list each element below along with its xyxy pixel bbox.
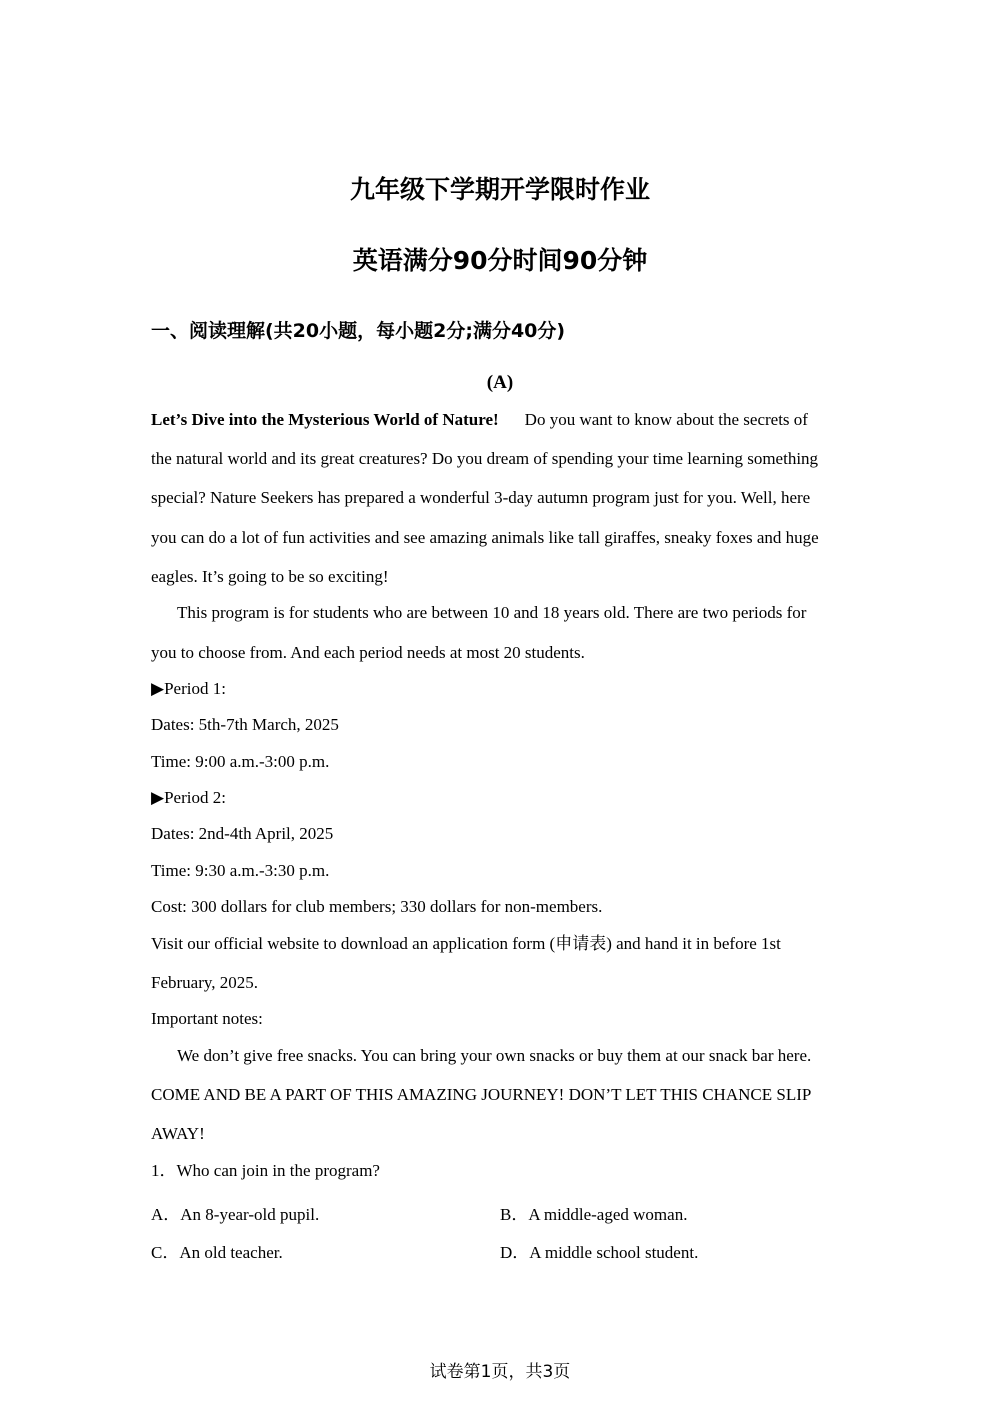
option-c: C．An old teacher. xyxy=(151,1243,283,1262)
period-1-time: Time: 9:00 a.m.-3:00 p.m. xyxy=(151,752,330,771)
passage-headline: Let’s Dive into the Mysterious World of Nature! xyxy=(151,410,499,429)
visit-line xyxy=(151,934,851,954)
closing-line: AWAY! xyxy=(151,1124,205,1143)
paragraph-text: Do you want to know about the secrets of xyxy=(524,410,808,429)
visit-text: Visit our official website to download an application form ( xyxy=(151,934,556,953)
closing-line: COME AND BE A PART OF THIS AMAZING JOURNEY! DON’T LET THIS CHANCE SLIP xyxy=(151,1085,812,1104)
period-2-label: ▶Period 2: xyxy=(151,788,226,807)
option-a: A．An 8-year-old pupil. xyxy=(151,1205,320,1224)
paragraph-line: special? Nature Seekers has prepared a wonderful 3-day autumn program just for you. Well, here xyxy=(151,488,811,507)
page-title: 九年级下学期开学限时作业 xyxy=(349,175,650,204)
visit-text: ) and hand it in before 1st xyxy=(606,934,781,953)
section-heading: 一、阅读理解(共20小题，每小题2分;满分40分) xyxy=(151,320,566,342)
question-stem: 1．Who can join in the program? xyxy=(151,1161,380,1180)
notes-text: We don’t give free snacks. You can bring your own snacks or buy them at our snack bar here. xyxy=(177,1046,812,1065)
paragraph-line: the natural world and its great creatures? Do you dream of spending your time learning something xyxy=(151,449,819,468)
period-2-time: Time: 9:30 a.m.-3:30 p.m. xyxy=(151,861,330,880)
cost-line: Cost: 300 dollars for club members; 330 dollars for non-members. xyxy=(151,897,603,916)
passage-label: (A) xyxy=(486,372,514,393)
paragraph-line: eagles. It’s going to be so exciting! xyxy=(151,567,389,586)
visit-line-2: February, 2025. xyxy=(151,973,259,992)
page-subtitle: 英语满分90分时间90分钟 xyxy=(352,246,648,275)
option-b: B．A middle-aged woman. xyxy=(500,1205,688,1224)
paragraph-line: This program is for students who are between 10 and 18 years old. There are two periods for xyxy=(177,603,807,622)
passage-first-line xyxy=(151,410,851,430)
paragraph-line: you to choose from. And each period needs at most 20 students. xyxy=(151,643,585,662)
paragraph-line: you can do a lot of fun activities and see amazing animals like tall giraffes, sneaky foxes and huge xyxy=(151,528,819,547)
period-2-dates: Dates: 2nd-4th April, 2025 xyxy=(151,824,334,843)
visit-text-cjk: 申请表 xyxy=(555,934,607,954)
option-d: D．A middle school student. xyxy=(500,1243,699,1262)
page-footer: 试卷第1页，共3页 xyxy=(429,1362,571,1382)
period-1-dates: Dates: 5th-7th March, 2025 xyxy=(151,715,339,734)
period-1-label: ▶Period 1: xyxy=(151,679,226,698)
notes-label: Important notes: xyxy=(151,1009,263,1028)
